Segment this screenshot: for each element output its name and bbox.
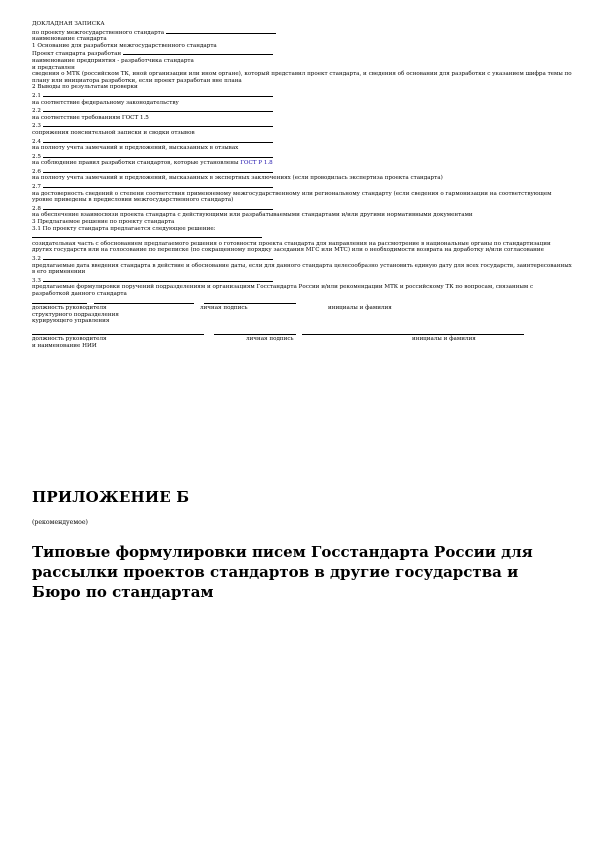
standard-name-hint: наименование стандарта	[32, 36, 107, 43]
sig1-signature: личная подпись	[200, 304, 248, 311]
signature-lines-1	[32, 298, 572, 305]
item-number: 2.8	[32, 205, 41, 212]
mtk-note: сведения о МТК (российском ТК, иной организации или ином органе), который представил проект стандарта, и сведения об основании для разработки с указанием шифра темы по плану или инициатора разработки, если проект разработан вне плана	[32, 71, 572, 84]
item-2-8-text: на обеспечение взаимосвязи проекта стандарта с действующими или разрабатываемыми стандартами и/или другими нормативными документами	[32, 212, 473, 219]
fill-line	[43, 137, 273, 143]
item-3-2-number	[32, 254, 572, 263]
item-3-2-text: предлагаемые дата введения стандарта в действие и обоснование даты, если для данного стандарта целесообразно установить единую дату для всех государств, заинтересованных в его применении	[32, 262, 572, 276]
fill-line	[32, 298, 87, 304]
fill-line	[302, 329, 524, 335]
fill-line	[43, 121, 273, 127]
signature-labels-2	[32, 336, 572, 343]
sig2-position: должность руководителя	[32, 335, 107, 342]
project-line	[32, 28, 572, 37]
item-2-2-number	[32, 106, 572, 115]
fill-line	[43, 254, 273, 260]
memo-form	[32, 21, 572, 349]
item-2-4-number	[32, 137, 572, 146]
fill-line	[43, 182, 273, 188]
item-number: 2.7	[32, 184, 41, 191]
item-2-4-text: на полноту учета замечаний и предложений, высказанных в отзывах	[32, 145, 239, 152]
section-2-title: 2 Выводы по результатам проверки	[32, 84, 138, 91]
item-3-1-number: 3.1 По проекту стандарта предлагается следующее решение:	[32, 225, 216, 232]
sig2-initials: инициалы и фамилия	[412, 335, 476, 342]
developer-line	[32, 49, 572, 58]
item-number: 2.1	[32, 92, 41, 99]
item-2-3-number	[32, 121, 572, 130]
fill-line	[204, 298, 296, 304]
form-header: ДОКЛАДНАЯ ЗАПИСКА	[32, 21, 105, 27]
sig2-signature: личная подпись	[246, 335, 294, 342]
appendix-note: (рекомендуемое)	[32, 519, 88, 526]
item-2-2-text: на соответствие требованиям ГОСТ 1.5	[32, 114, 149, 121]
signature-lines-2	[32, 329, 572, 336]
item-2-5-number	[32, 152, 572, 161]
item-number: 2.4	[32, 138, 41, 145]
item-2-5-text	[32, 160, 572, 167]
item-number: 3.3	[32, 277, 41, 284]
section-3-title: 3 Предлагаемое решение по проекту стандарта	[32, 219, 175, 226]
item-2-7-text: на достоверность сведений о степени соответствия применяемому межгосударственному или региональному стандарту (если сведения о гармонизации на соответствующем уровне приведены в предисловии межгосударственного стандарта)	[32, 190, 552, 204]
fill-line	[43, 167, 273, 173]
fill-line	[166, 28, 276, 34]
item-3-1-text: созидательная часть с обоснованием предлагаемого решения о готовности проекта стандарта для направления на рассмотрение в национальные органы по стандартизации других государств или на голосование по переписке (по сокращенному порядку заседания МГС или МТС) или о необходимости возврата на доработку и/или согласование	[32, 240, 551, 254]
fill-line	[32, 329, 204, 335]
item-2-3-text: сопряжения пояснительной записки и сводки отзывов	[32, 129, 195, 136]
developer-label: Проект стандарта разработан	[32, 51, 122, 58]
item-2-7-number	[32, 182, 572, 191]
gost-link[interactable]: ГОСТ Р 1.8	[240, 160, 273, 167]
fill-line	[43, 106, 273, 112]
item-2-6-text: на полноту учета замечаний и предложений, высказанных в экспертных заключениях (если проводилась экспертиза проекта стандарта)	[32, 175, 443, 182]
sig1-position: должность руководителя	[32, 304, 107, 311]
sig1-unit: курирующего управления	[32, 318, 110, 325]
fill-line	[32, 232, 262, 238]
item-number: 2.2	[32, 108, 41, 115]
fill-line	[43, 204, 273, 210]
item-number: 2.6	[32, 168, 41, 175]
item-3-3-text: предлагаемые формулировки поручений подразделениям и организациям Госстандарта России и/или рекомендации МТК и российскому ТК по вопросам, связанным с разработкой данного стандарта	[32, 284, 534, 297]
fill-line	[123, 49, 273, 55]
item-2-1-number	[32, 91, 572, 100]
signature-labels-1	[32, 305, 572, 312]
fill-line	[43, 276, 273, 282]
appendix-title: ПРИЛОЖЕНИЕ Б	[32, 488, 190, 506]
item-text: на соблюдение правил разработки стандартов, которые установлены	[32, 160, 239, 167]
item-number: 3.2	[32, 256, 41, 262]
sig1-initials: инициалы и фамилия	[328, 304, 392, 311]
item-number: 2.3	[32, 123, 41, 130]
sig2-org: и наименование НИИ	[32, 342, 97, 349]
item-number: 2.5	[32, 153, 41, 160]
fill-line	[43, 91, 273, 97]
fill-line-row	[32, 232, 572, 241]
fill-line	[43, 152, 273, 158]
submitted-label: и представлен	[32, 64, 75, 71]
developer-hint: наименование предприятия - разработчика стандарта	[32, 57, 194, 64]
item-2-1-text: на соответствие федеральному законодательству	[32, 99, 179, 106]
appendix-subtitle: Типовые формулировки писем Госстандарта России для рассылки проектов стандартов в другие государства и Бюро по стандартам	[32, 543, 533, 601]
sig1-department: структурного подразделения	[32, 311, 119, 318]
project-prefix: по проекту межгосударственного стандарта	[32, 29, 165, 36]
fill-line	[214, 329, 296, 335]
fill-line	[94, 298, 194, 304]
section-1-title: 1 Основание для разработки межгосударственного стандарта	[32, 42, 217, 49]
